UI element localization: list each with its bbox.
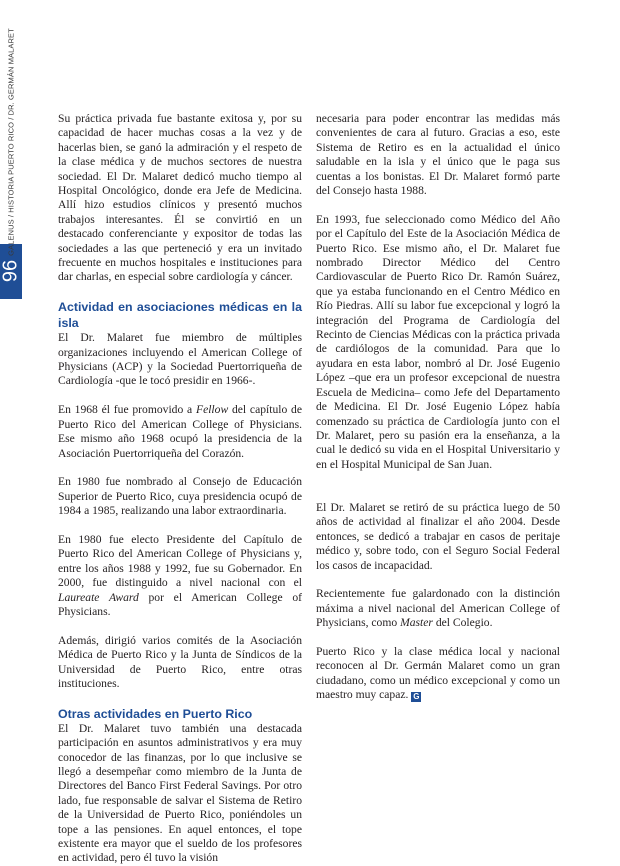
- text-run: del capítulo de Puerto Rico del American College of Physicians. Ese mismo año 1968 ocupó la presidencia de la Asociación Puertorriqueña del Corazón.: [58, 403, 302, 460]
- text-run: del Colegio.: [432, 616, 493, 630]
- section-heading: Actividad en asociaciones médicas en la isla: [58, 300, 302, 331]
- paragraph: [316, 645, 560, 703]
- left-column: [58, 112, 302, 866]
- paragraph: Su práctica privada fue bastante exitosa y, por su capacidad de hacer muchas cosas a la vez y de hacerlas bien, se ganó la admiración y el respeto de la clase médica y de muchos sectores de nuestra sociedad. El Dr. Malaret dedicó mucho tiempo al Hospital Oncológico, donde era Jefe de Medicina. Allí hizo estudios clínicos y presentó muchos trabajos interesantes. Él se convirtió en un destacado conferenciante y expositor de todas las sociedades a las que perteneció y era un invitado frecuente en muchos hospitales e instituciones para dar charlas, en especial sobre cardiología y cáncer.: [58, 112, 302, 284]
- text-run: Puerto Rico y la clase médica local y nacional reconocen al Dr. Germán Malaret como un gran ciudadano, como un médico excepcional y como un maestro muy capaz.: [316, 644, 560, 702]
- paragraph: [58, 533, 302, 619]
- text-run: En 1980 fue electo Presidente del Capítulo de Puerto Rico del American College of Physicians y, entre los años 1988 y 1992, fue su Gobernador. En 2000, fue distinguido a nivel nacional con el: [58, 532, 302, 590]
- paragraph: [58, 403, 302, 461]
- paragraph: Además, dirigió varios comités de la Asociación Médica de Puerto Rico y la Junta de Síndicos de la Universidad de Puerto Rico, entre otras instituciones.: [58, 633, 302, 690]
- spacer: [316, 487, 560, 501]
- right-column: [316, 112, 560, 703]
- text-run: En 1968 él fue promovido a: [58, 403, 196, 417]
- emphasis: Laureate Award: [58, 590, 139, 604]
- paragraph: [316, 587, 560, 630]
- running-header: GALENUS / HISTORIA PUERTO RICO / DR. GERMÁN MALARET: [6, 28, 16, 256]
- section-heading: Otras actividades en Puerto Rico: [58, 706, 253, 721]
- emphasis: Master: [400, 616, 433, 630]
- page-number: 96: [0, 259, 22, 283]
- emphasis: Fellow: [195, 403, 229, 417]
- paragraph: El Dr. Malaret se retiró de su práctica luego de 50 años de actividad al finalizar el año 2004. Desde entonces, se dedicó a trabajar en casos de peritaje médico y, sobre todo, con el Seguro Social Federal los casos de incapacidad.: [316, 500, 560, 572]
- text-run: por el American College of Physicians.: [58, 590, 302, 618]
- paragraph: En 1980 fue nombrado al Consejo de Educación Superior de Puerto Rico, cuya presidencia ocupó de 1984 a 1985, realizando una labor extraordinaria.: [58, 475, 302, 518]
- paragraph: En 1993, fue seleccionado como Médico del Año por el Capítulo del Este de la Asociación Médica de Puerto Rico. Ese mismo año, el Dr. Malaret fue nombrado Director Médico del Centro Cardiovascular de Puerto Rico Dr. Ramón Suárez, que ya estaba funcionando en el Centro Médico en Río Piedras. Allí su labor fue excepcional y logró la integración del Programa de Cardiología del Recinto de Ciencias Médicas con la práctica privada de cardiólogos de la comunidad. Para que lo ayudara en esta labor, nombró al Dr. José Eugenio López –que era un profesor excepcional de nuestra Escuela de Medicina– como Jefe del Departamento de Medicina. El Dr. José Eugenio López había comenzado su práctica de Cardiología junto con el Dr. Malaret, pero su pasión era la enseñanza, a la cual le dedicó su vida en el Hospital Universitario y en el Hospital Municipal de San Juan.: [316, 212, 560, 471]
- paragraph: El Dr. Malaret fue miembro de múltiples organizaciones incluyendo el American College of Physicians (ACP) y la Sociedad Puertorriqueña de Cardiología -que le tocó presidir en 1966-.: [58, 331, 302, 388]
- text-run: Recientemente fue galardonado con la distinción máxima a nivel nacional del American College of Physicians, como: [316, 587, 560, 630]
- sidebar: [0, 0, 22, 802]
- paragraph: necesaria para poder encontrar las medidas más convenientes de cara al futuro. Gracias a eso, este Sistema de Retiro es en la actualidad el único saludable en la isla y el único que le paga sus cuentas a los bonistas. El Dr. Malaret formó parte del Consejo hasta 1988.: [316, 112, 560, 198]
- paragraph: El Dr. Malaret tuvo también una destacada participación en asuntos administrativos y era muy conocedor de las finanzas, por lo que inclusive se llegó a desempeñar como miembro de la Junta de Directores del Banco First Federal Savings. Por otro lado, fue responsable de salvar el Sistema de Retiro de la Universidad de Puerto Rico, poniéndoles un tope a las pensiones. En aquel entonces, el tope existente era mayor que el sueldo de los profesores en actividad, pero él tuvo la visión: [58, 721, 302, 865]
- end-mark-icon: G: [413, 692, 420, 702]
